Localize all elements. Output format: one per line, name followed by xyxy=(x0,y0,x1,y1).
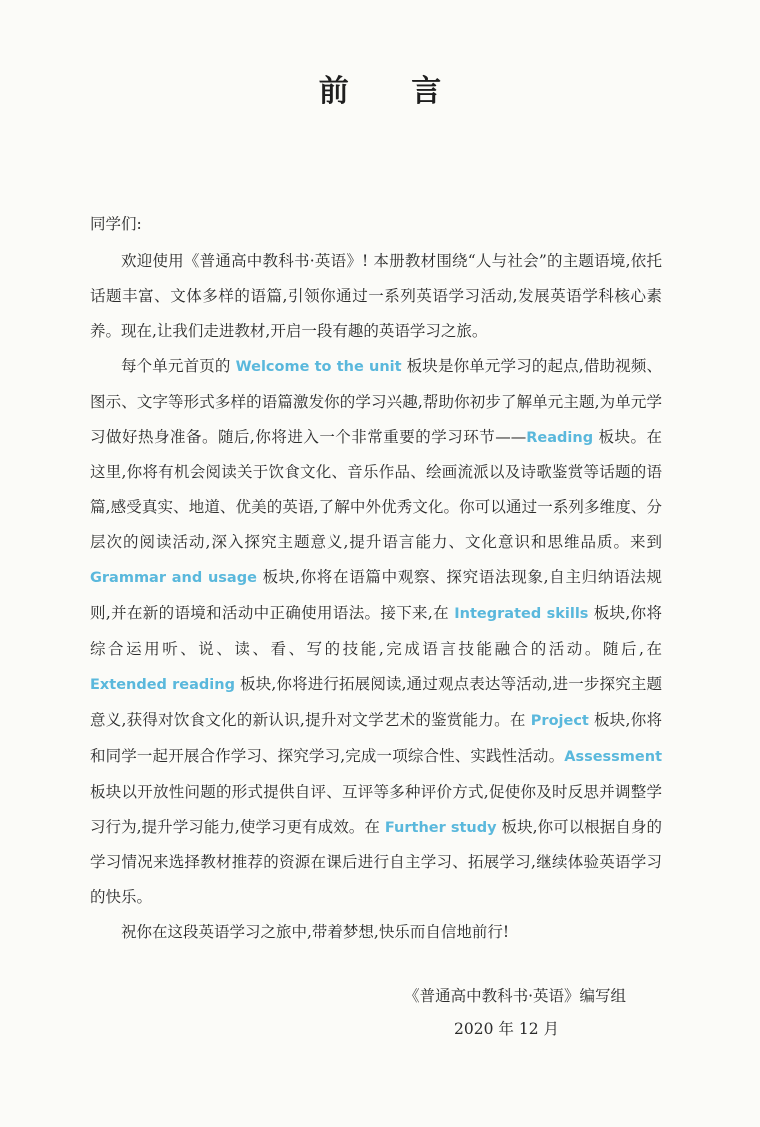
signature: 《普通高中教科书·英语》编写组 xyxy=(404,987,626,1005)
keyword-assessment: Assessment xyxy=(564,748,662,765)
text-run: 板块,你可以根据自身的学习情况来选择教材推荐的资源在课后进行自主学习、拓展学习,继续体验英语学习的快乐。 xyxy=(90,817,662,907)
text-run: 板块,你将在语篇中观察、探究语法现象,自主归纳语法规则,并在新的语境和活动中正确使用语法。接下来,在 xyxy=(90,568,662,623)
salutation: 同学们: xyxy=(90,215,142,233)
text-run: 板块以开放性问题的形式提供自评、互评等多种评价方式,促使你及时反思并调整学习行为,提升学习能力,使学习更有成效。在 xyxy=(90,782,662,836)
preface-body xyxy=(90,244,662,950)
text-run: 板块,你将和同学一起开展合作学习、探究学习,完成一项综合性、实践性活动。 xyxy=(90,710,662,765)
keyword-project: Project xyxy=(530,712,589,729)
paragraph-sections xyxy=(90,349,662,916)
keyword-reading: Reading xyxy=(526,429,594,446)
keyword-grammar-and-usage: Grammar and usage xyxy=(90,570,257,587)
date: 2020 年 12 月 xyxy=(454,1020,559,1038)
page-title: 前 言 xyxy=(318,74,468,109)
text-run: 每个单元首页的 xyxy=(121,356,236,375)
keyword-welcome-to-the-unit: Welcome to the unit xyxy=(235,358,402,375)
text-run: 板块是你单元学习的起点,借助视频、图示、文字等形式多样的语篇激发你的学习兴趣,帮助你初步了解单元主题,为单元学习做好热身准备。随后,你将进入一个非常重要的学习环节—— xyxy=(90,356,662,446)
paragraph-intro: 欢迎使用《普通高中教科书·英语》! 本册教材围绕“人与社会”的主题语境,依托话题丰富、文体多样的语篇,引领你通过一系列英语学习活动,发展英语学科核心素养。现在,让我们走进教材,开启一段有趣的英语学习之旅。 xyxy=(90,252,662,340)
keyword-integrated-skills: Integrated skills xyxy=(454,606,589,623)
keyword-further-study: Further study xyxy=(384,819,497,836)
keyword-extended-reading: Extended reading xyxy=(90,676,235,693)
paragraph-closing: 祝你在这段英语学习之旅中,带着梦想,快乐而自信地前行! xyxy=(121,923,510,942)
text-run: 板块,你将综合运用听、说、读、看、写的技能,完成语言技能融合的活动。随后,在 xyxy=(90,604,662,658)
text-run: 板块,你将进行拓展阅读,通过观点表达等活动,进一步探究主题意义,获得对饮食文化的新认识,提升对文学艺术的鉴赏能力。在 xyxy=(90,674,662,729)
text-run: 板块。在这里,你将有机会阅读关于饮食文化、音乐作品、绘画流派以及诗歌鉴赏等话题的语篇,感受真实、地道、优美的英语,了解中外优秀文化。你可以通过一系列多维度、分层次的阅读活动,深入探究主题意义,提升语言能力、文化意识和思维品质。来到 xyxy=(90,427,662,552)
